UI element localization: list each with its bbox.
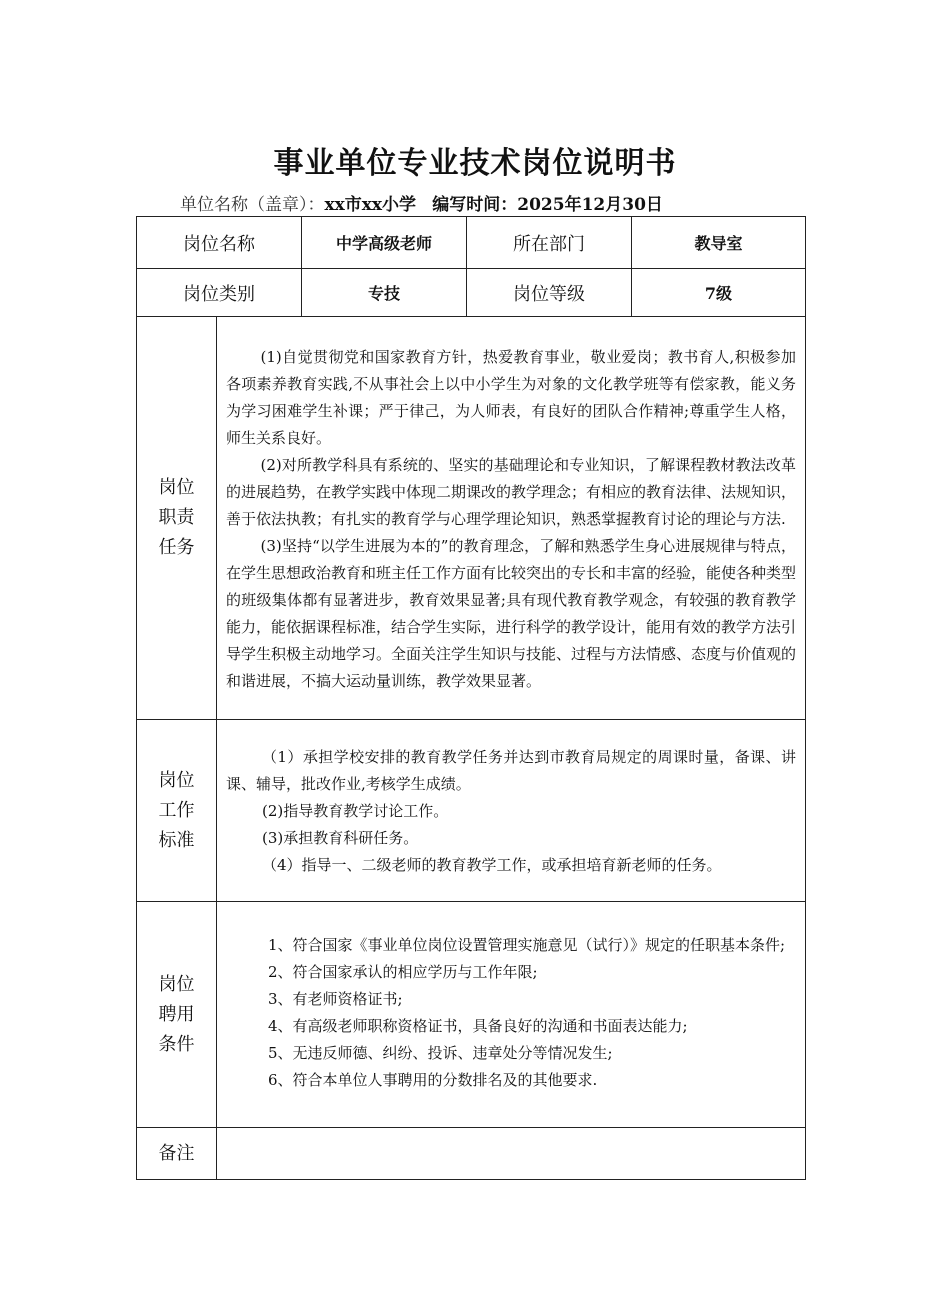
conditions-paragraph: 5、无违反师德、纠纷、投诉、违章处分等情况发生; [268, 1043, 613, 1062]
standards-paragraph: (2)指导教育教学讨论工作。 [262, 802, 449, 820]
table-row-duties [137, 317, 806, 720]
document-meta [180, 190, 663, 215]
conditions-paragraph: 2、符合国家承认的相应学历与工作年限; [268, 962, 538, 981]
standards-label-line: 标准 [158, 829, 195, 851]
conditions-content [217, 902, 806, 1128]
post-type-label: 岗位类别 [137, 269, 302, 317]
conditions-label-line: 岗位 [158, 973, 195, 995]
post-type-value: 专技 [302, 269, 467, 317]
remarks-label: 备注 [137, 1128, 217, 1180]
conditions-paragraph: 1、符合国家《事业单位岗位设置管理实施意见（试行）》规定的任职基本条件; [268, 935, 786, 954]
standards-label [137, 720, 217, 902]
conditions-label-line: 聘用 [158, 1003, 195, 1025]
conditions-paragraph: 4、有高级老师职称资格证书，具备良好的沟通和书面表达能力; [268, 1016, 688, 1035]
unit-name-label: 单位名称（盖章）： [180, 195, 325, 215]
table-row-post-type [137, 269, 806, 317]
conditions-paragraph: 6、符合本单位人事聘用的分数排名及的其他要求. [268, 1070, 598, 1089]
conditions-label-line: 条件 [158, 1033, 195, 1055]
post-level-value: 7级 [632, 269, 806, 317]
document-title: 事业单位专业技术岗位说明书 [273, 146, 677, 181]
department-value: 教导室 [632, 217, 806, 269]
table-row-remarks [137, 1128, 806, 1180]
duties-label-line: 岗位 [158, 477, 195, 498]
date-label: 编写时间： [432, 195, 518, 215]
standards-label-line: 工作 [158, 799, 195, 821]
duties-label-line: 职责 [158, 507, 195, 528]
duties-content [217, 317, 806, 720]
conditions-label [137, 902, 217, 1128]
unit-name-value: xx市xx小学 [324, 195, 417, 215]
duties-paragraph: (1)自觉贯彻党和国家教育方针，热爱教育事业，敬业爱岗；教书育人,积极参加各项素养教育实践,不从事社会上以中小学生为对象的文化教学班等有偿家教，能义务为学习困难学生补课；严于律己，为人师表，有良好的团队合作精神;尊重学生人格，师生关系良好。 [226, 347, 796, 447]
post-name-label: 岗位名称 [137, 217, 302, 269]
standards-paragraph: （1）承担学校安排的教育教学任务并达到市教育局规定的周课时量，备课、讲课、辅导，批改作业,考核学生成绩。 [226, 748, 796, 793]
standards-label-line: 岗位 [158, 769, 195, 791]
table-row-post-name [137, 217, 806, 269]
remarks-value [217, 1128, 806, 1180]
post-name-value: 中学高级老师 [302, 217, 467, 269]
duties-label [137, 317, 217, 720]
post-level-label: 岗位等级 [467, 269, 632, 317]
job-description-table [136, 216, 806, 1180]
duties-paragraph: (3)坚持“以学生进展为本的”的教育理念，了解和熟悉学生身心进展规律与特点，在学生思想政治教育和班主任工作方面有比较突出的专长和丰富的经验，能使各种类型的班级集体都有显著进步，教育效果显著;具有现代教育教学观念，有较强的教育教学能力，能依据课程标准，结合学生实际，进行科学的教学设计，能用有效的教学方法引导学生积极主动地学习。全面关注学生知识与技能、过程与方法情感、态度与价值观的和谐进展，不搞大运动量训练，教学效果显著。 [226, 536, 797, 690]
conditions-paragraph: 3、有老师资格证书; [268, 989, 403, 1008]
standards-paragraph: (3)承担教育科研任务。 [262, 829, 419, 847]
date-value: 2025年12月30日 [517, 195, 663, 215]
table-row-standards [137, 720, 806, 902]
standards-paragraph: （4）指导一、二级老师的教育教学工作，或承担培育新老师的任务。 [262, 856, 722, 874]
standards-content [217, 720, 806, 902]
table-row-conditions [137, 902, 806, 1128]
department-label: 所在部门 [467, 217, 632, 269]
duties-paragraph: (2)对所教学科具有系统的、坚实的基础理论和专业知识，了解课程教材教法改革的进展趋势，在教学实践中体现二期课改的教学理念；有相应的教育法律、法规知识，善于依法执教；有扎实的教育学与心理学理论知识，熟悉掌握教育讨论的理论与方法. [226, 455, 797, 528]
duties-label-line: 任务 [158, 537, 195, 558]
